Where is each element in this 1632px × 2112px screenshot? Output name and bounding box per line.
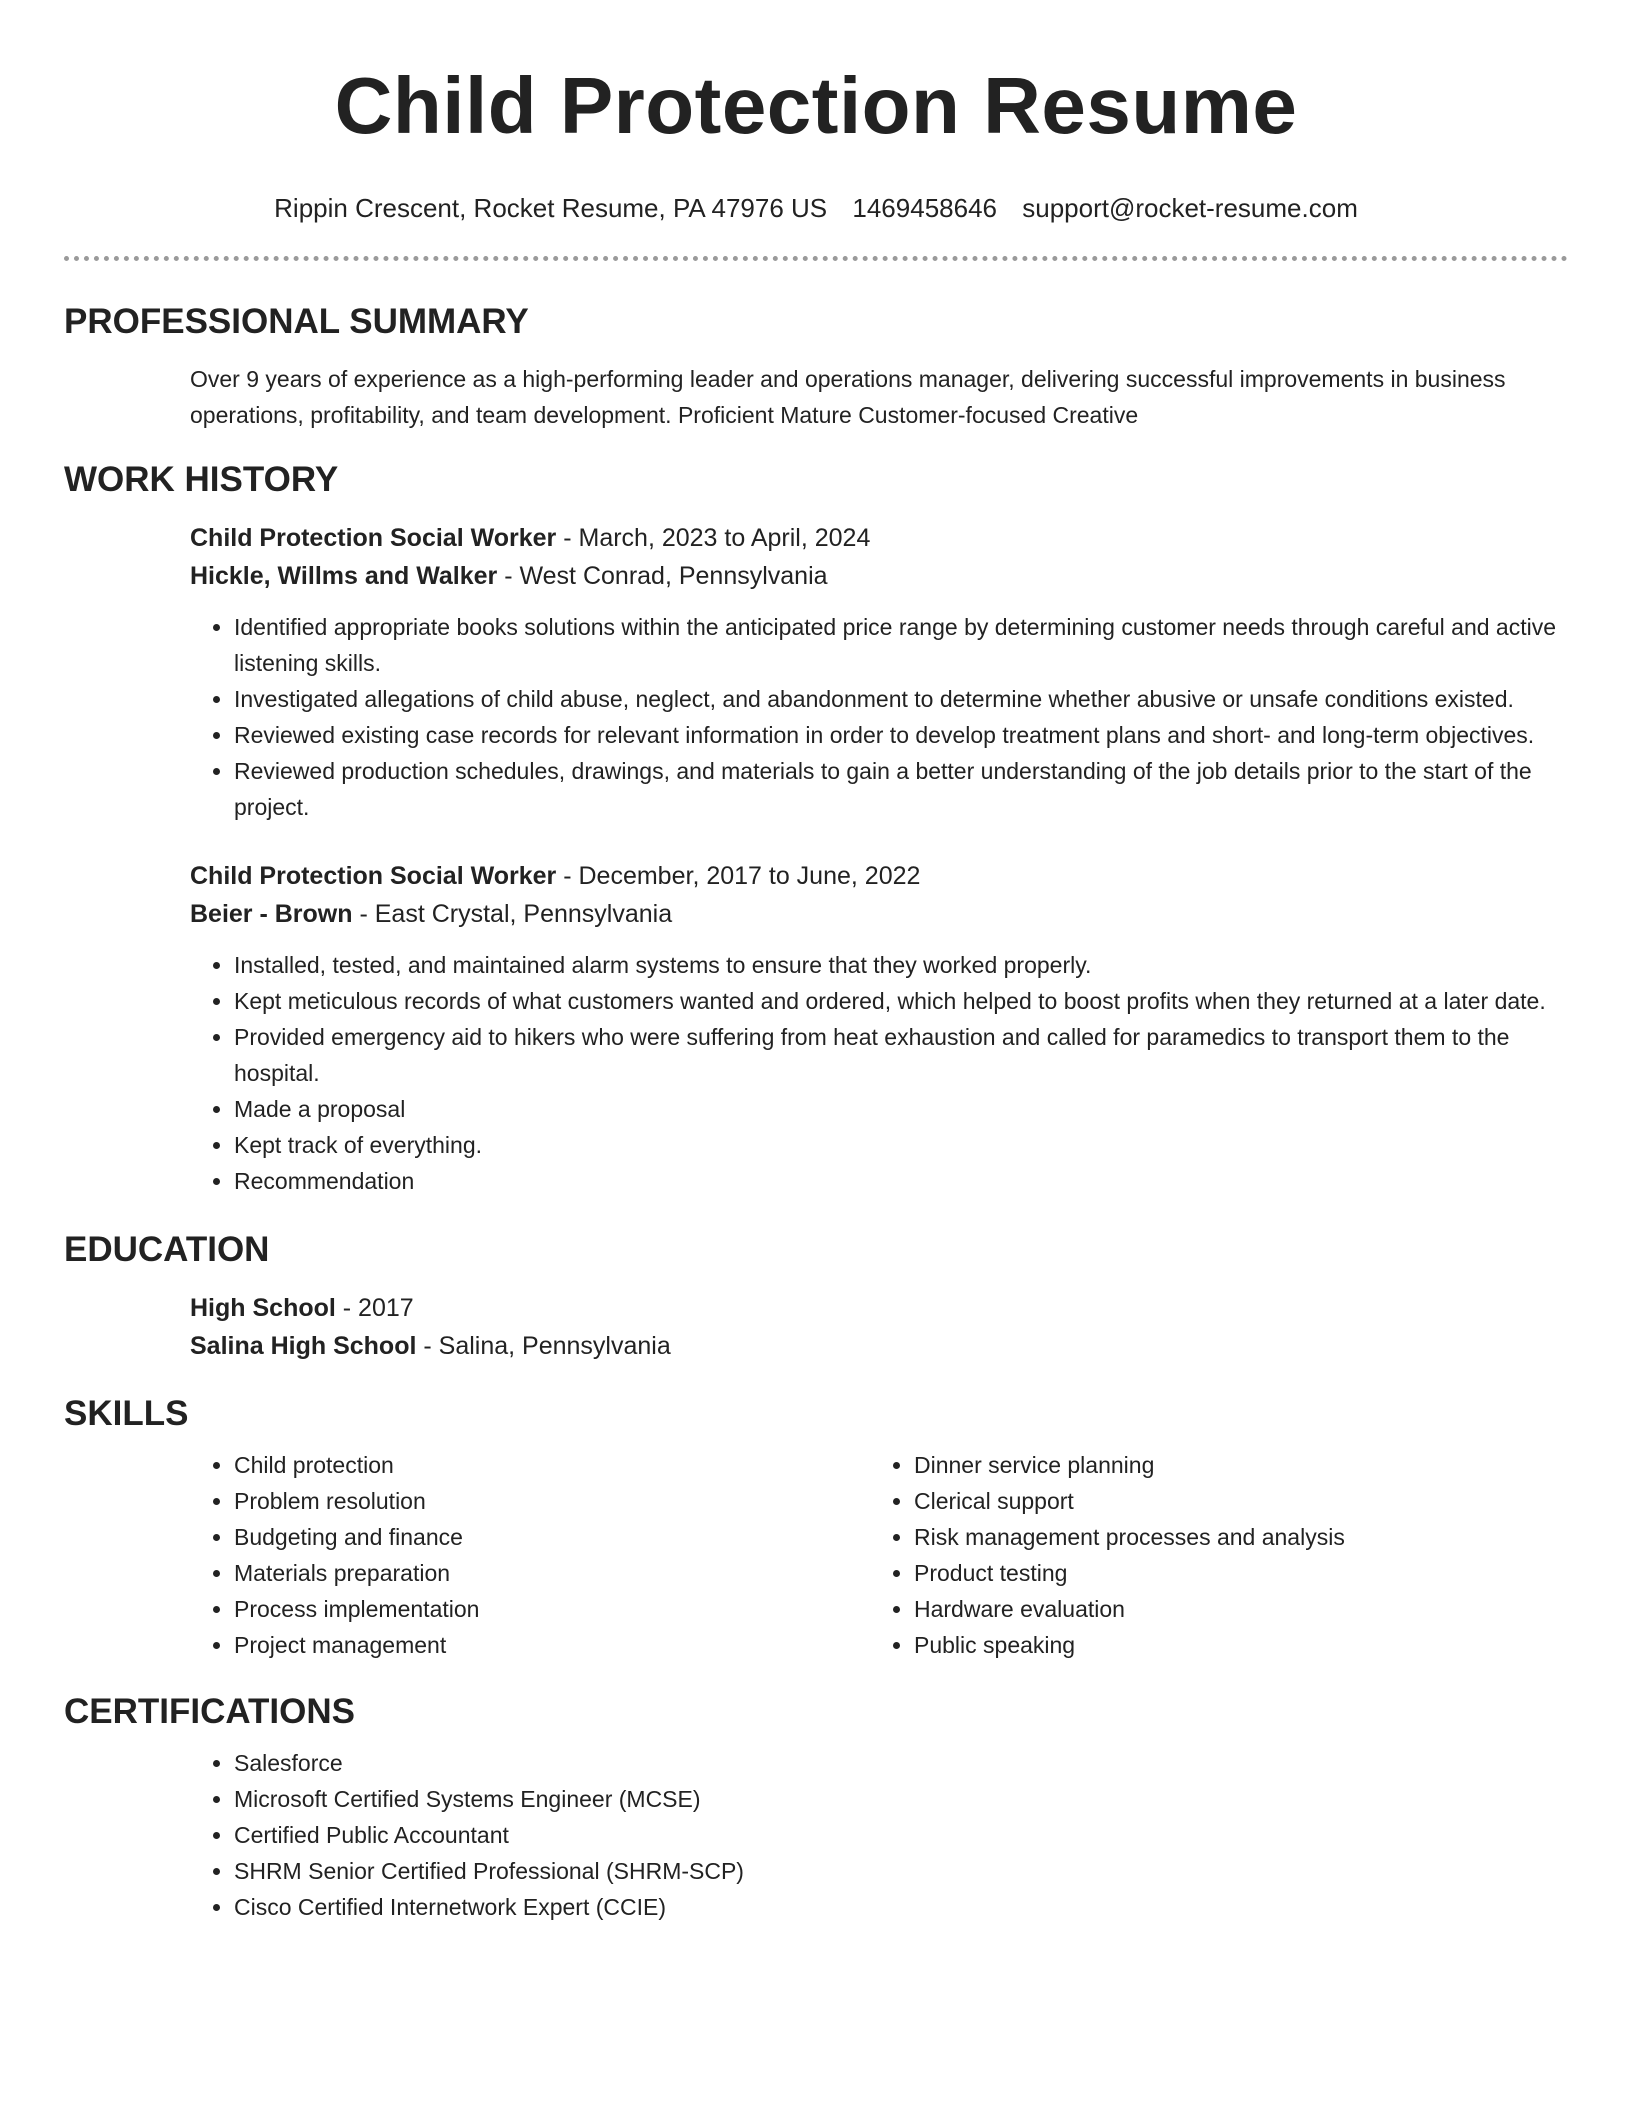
education-year: - 2017 (335, 1294, 414, 1322)
list-item: • Certified Public Accountant (234, 1817, 1568, 1853)
job-bullets (190, 609, 1568, 825)
job-entry (190, 519, 1568, 825)
job-company: Hickle, Willms and Walker (190, 562, 498, 590)
certifications-list (190, 1745, 1568, 1925)
list-item: • Child protection (234, 1447, 870, 1483)
job-dates: - December, 2017 to June, 2022 (556, 862, 921, 890)
list-item: • Hardware evaluation (914, 1591, 1550, 1627)
list-item: • Made a proposal (234, 1091, 1568, 1127)
job-location: - West Conrad, Pennsylvania (497, 562, 828, 590)
skills-list-left (190, 1447, 870, 1663)
education-heading: EDUCATION (64, 1230, 270, 1269)
list-item: • Investigated allegations of child abuse, neglect, and abandonment to determine whether abusive or unsafe conditions existed. (234, 681, 1568, 717)
resume-title: Child Protection Resume (334, 61, 1298, 150)
job-title-line (190, 857, 1568, 895)
education-location: - Salina, Pennsylvania (416, 1332, 671, 1360)
list-item: • Product testing (914, 1555, 1550, 1591)
list-item: • Installed, tested, and maintained alarm systems to ensure that they worked properly. (234, 947, 1568, 983)
resume-header (0, 0, 1632, 224)
job-title-line (190, 519, 1568, 557)
certifications-heading: CERTIFICATIONS (64, 1692, 356, 1731)
list-item: • Identified appropriate books solutions within the anticipated price range by determining customer needs through careful and active listening skills. (234, 609, 1568, 681)
job-bullets (190, 947, 1568, 1199)
list-item: • Clerical support (914, 1483, 1550, 1519)
list-item: • Dinner service planning (914, 1447, 1550, 1483)
list-item: • Reviewed existing case records for relevant information in order to develop treatment plans and short- and long-term objectives. (234, 717, 1568, 753)
list-item: • Public speaking (914, 1627, 1550, 1663)
contact-phone: 1469458646 (852, 193, 997, 223)
list-item: • Project management (234, 1627, 870, 1663)
list-item: • SHRM Senior Certified Professional (SHRM-SCP) (234, 1853, 1568, 1889)
list-item: • Kept meticulous records of what customers wanted and ordered, which helped to boost profits when they returned at a later date. (234, 983, 1568, 1019)
education-degree-line (190, 1289, 1568, 1327)
list-item: • Risk management processes and analysis (914, 1519, 1550, 1555)
list-item: • Budgeting and finance (234, 1519, 870, 1555)
job-role: Child Protection Social Worker (190, 862, 557, 890)
list-item: • Provided emergency aid to hikers who were suffering from heat exhaustion and called for paramedics to transport them to the hospital. (234, 1019, 1568, 1091)
work-history-heading: WORK HISTORY (64, 460, 339, 499)
summary-text: Over 9 years of experience as a high-performing leader and operations manager, delivering successful improvements in business operations, profitability, and team development. Proficient Mature Customer-focused Creative (190, 366, 1506, 428)
job-company-line (190, 557, 1568, 595)
skills-column-left (190, 1447, 870, 1663)
list-item: • Problem resolution (234, 1483, 870, 1519)
skills-heading: SKILLS (64, 1394, 189, 1433)
education-school-line (190, 1327, 1568, 1365)
education-school: Salina High School (190, 1332, 417, 1360)
skills-grid (190, 1447, 1568, 1663)
list-item: • Recommendation (234, 1163, 1568, 1199)
work-history-section (64, 459, 1568, 1199)
header-divider (64, 256, 1568, 261)
job-dates: - March, 2023 to April, 2024 (556, 524, 871, 552)
job-entry (190, 857, 1568, 1199)
list-item: • Salesforce (234, 1745, 1568, 1781)
certifications-section (64, 1691, 1568, 1925)
list-item: • Cisco Certified Internetwork Expert (CCIE) (234, 1889, 1568, 1925)
list-item: • Kept track of everything. (234, 1127, 1568, 1163)
list-item: • Materials preparation (234, 1555, 870, 1591)
education-degree: High School (190, 1294, 336, 1322)
education-section (64, 1229, 1568, 1365)
job-company: Beier - Brown (190, 900, 353, 928)
list-item: • Microsoft Certified Systems Engineer (MCSE) (234, 1781, 1568, 1817)
summary-heading: PROFESSIONAL SUMMARY (64, 302, 529, 341)
skills-list-right (870, 1447, 1550, 1663)
job-company-line (190, 895, 1568, 933)
skills-column-right (870, 1447, 1550, 1663)
job-role: Child Protection Social Worker (190, 524, 557, 552)
contact-email: support@rocket-resume.com (1022, 193, 1358, 223)
skills-section (64, 1393, 1568, 1663)
contact-line (0, 192, 1632, 224)
job-location: - East Crystal, Pennsylvania (352, 900, 673, 928)
contact-address: Rippin Crescent, Rocket Resume, PA 47976 US (274, 193, 828, 223)
list-item: • Reviewed production schedules, drawings, and materials to gain a better understanding of the job details prior to the start of the project. (234, 753, 1568, 825)
summary-section (64, 301, 1568, 433)
list-item: • Process implementation (234, 1591, 870, 1627)
